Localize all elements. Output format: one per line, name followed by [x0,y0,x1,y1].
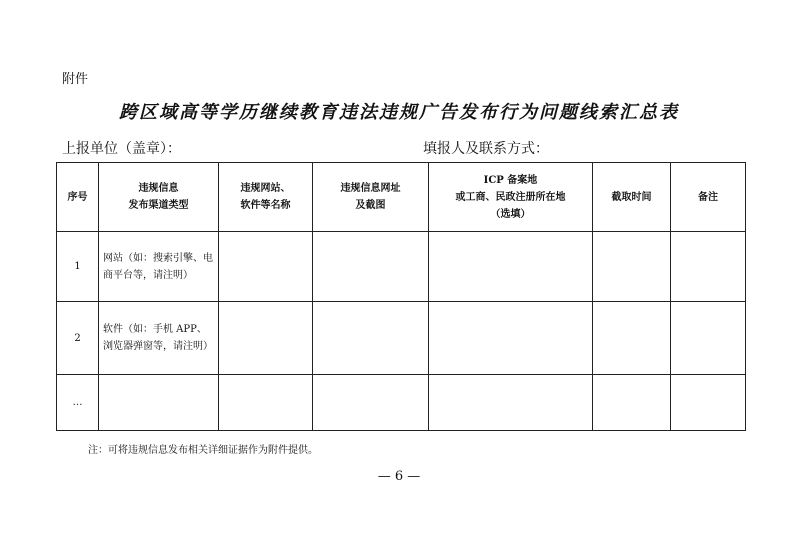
row-url-screenshot[interactable] [313,375,429,431]
row-capture-time[interactable] [593,302,671,375]
row-seq: 2 [57,302,99,375]
header-capture-time: 截取时间 [593,163,671,232]
row-capture-time[interactable] [593,375,671,431]
row-channel-type: 网站（如：搜索引擎、电商平台等，请注明） [99,232,219,302]
row-icp-location[interactable] [429,302,593,375]
row-channel-type: 软件（如：手机 APP、浏览器弹窗等，请注明） [99,302,219,375]
header-site-name: 违规网站、 软件等名称 [219,163,313,232]
table-row [57,375,746,431]
filler-contact-label: 填报人及联系方式： [423,141,549,157]
row-site-name[interactable] [219,232,313,302]
row-remark[interactable] [671,232,746,302]
row-url-screenshot[interactable] [313,302,429,375]
header-icp-location: ICP 备案地 或工商、民政注册所在地 （选填） [429,163,593,232]
row-capture-time[interactable] [593,232,671,302]
row-icp-location[interactable] [429,232,593,302]
row-seq: … [57,375,99,431]
header-url-screenshot: 违规信息网址 及截图 [313,163,429,232]
header-seq: 序号 [57,163,99,232]
row-remark[interactable] [671,302,746,375]
row-site-name[interactable] [219,302,313,375]
row-site-name[interactable] [219,375,313,431]
row-remark[interactable] [671,375,746,431]
page-number: — 6 — [377,469,421,484]
clue-summary-table [56,162,746,431]
table-row [57,302,746,375]
report-unit-label: 上报单位（盖章）： [62,141,181,157]
page-title: 跨区域高等学历继续教育违法违规广告发布行为问题线索汇总表 [119,102,679,123]
row-url-screenshot[interactable] [313,232,429,302]
attachment-label: 附件 [62,72,89,87]
table-row [57,232,746,302]
row-seq: 1 [57,232,99,302]
row-icp-location[interactable] [429,375,593,431]
footnote: 注：可将违规信息发布相关详细证据作为附件提供。 [88,445,318,456]
table-header-row [57,163,746,232]
header-remark: 备注 [671,163,746,232]
row-channel-type[interactable] [99,375,219,431]
header-channel-type: 违规信息 发布渠道类型 [99,163,219,232]
